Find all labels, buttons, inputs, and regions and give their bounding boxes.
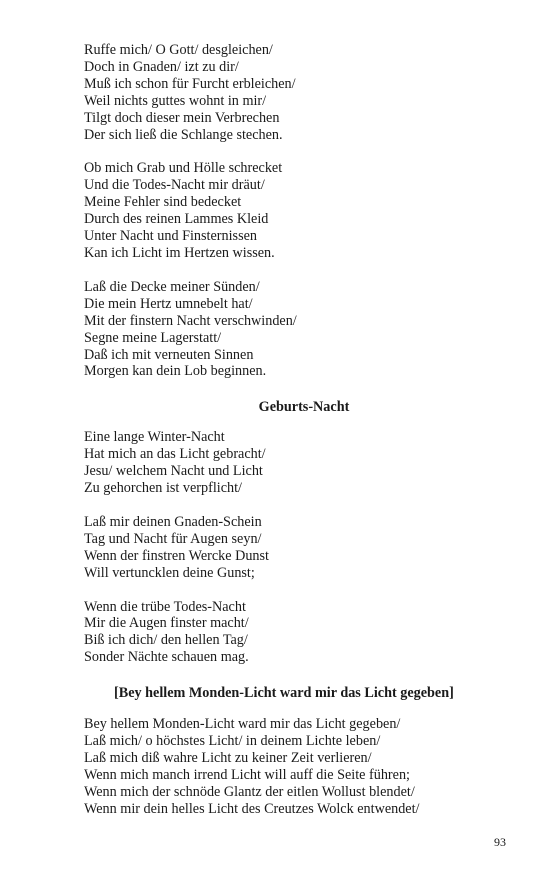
- poem2-stanza-3: [84, 599, 524, 667]
- verse-line: Laß mir deinen Gnaden-Schein: [84, 513, 262, 530]
- verse-line: Zu gehorchen ist verpflicht/: [84, 480, 242, 497]
- verse-line: Bey hellem Monden-Licht ward mir das Licht gegeben/: [84, 716, 401, 733]
- title-gap: [84, 702, 524, 716]
- poem1-stanza-1: [84, 42, 524, 143]
- page-body: [84, 42, 524, 818]
- verse-line: Die mein Hertz umnebelt hat/: [84, 295, 253, 312]
- verse-line: Weil nichts guttes wohnt in mir/: [84, 92, 267, 109]
- poem-title-bey-hellem-monden-licht: [Bey hellem Monden-Licht ward mir das Licht gegeben]: [114, 685, 454, 702]
- verse-line: Tilgt doch dieser mein Verbrechen: [84, 109, 280, 126]
- verse-line: Wenn mich manch irrend Licht will auff die Seite führen;: [84, 766, 410, 783]
- verse-line: Segne meine Lagerstatt/: [84, 329, 222, 346]
- verse-line: Sonder Nächte schauen mag.: [84, 649, 249, 666]
- section-gap: [84, 380, 524, 399]
- poem1-stanza-3: [84, 279, 524, 380]
- verse-line: Mit der finstern Nacht verschwinden/: [84, 312, 297, 329]
- verse-line: Wenn der finstren Wercke Dunst: [84, 547, 269, 564]
- verse-line: Durch des reinen Lammes Kleid: [84, 211, 269, 228]
- poem-title-geburts-nacht: Geburts-Nacht: [258, 399, 350, 416]
- verse-line: Hat mich an das Licht gebracht/: [84, 446, 266, 463]
- poem1-stanza-2: [84, 160, 524, 261]
- verse-line: Unter Nacht und Finsternissen: [84, 228, 257, 245]
- verse-line: Biß ich dich/ den hellen Tag/: [84, 632, 248, 649]
- verse-line: Will vertuncklen deine Gunst;: [84, 564, 255, 581]
- verse-line: Doch in Gnaden/ izt zu dir/: [84, 58, 239, 75]
- stanza-gap: [84, 497, 524, 514]
- verse-line: Muß ich schon für Furcht erbleichen/: [84, 75, 296, 92]
- verse-line: Meine Fehler sind bedecket: [84, 194, 242, 211]
- verse-line: Kan ich Licht im Hertzen wissen.: [84, 244, 275, 261]
- verse-line: Wenn die trübe Todes-Nacht: [84, 598, 246, 615]
- verse-line: Ob mich Grab und Hölle schrecket: [84, 160, 283, 177]
- verse-line: Der sich ließ die Schlange stechen.: [84, 126, 283, 143]
- verse-line: Morgen kan dein Lob beginnen.: [84, 363, 267, 380]
- stanza-gap: [84, 262, 524, 279]
- poem3-stanza-1: [84, 716, 524, 817]
- poem2-stanza-1: [84, 429, 524, 497]
- verse-line: Daß ich mit verneuten Sinnen: [84, 346, 254, 363]
- verse-line: Tag und Nacht für Augen seyn/: [84, 530, 262, 547]
- verse-line: Ruffe mich/ O Gott/ desgleichen/: [84, 42, 273, 58]
- verse-line: Jesu/ welchem Nacht und Licht: [84, 463, 263, 480]
- verse-line: Wenn mir dein helles Licht des Creutzes Wolck entwendet/: [84, 800, 420, 817]
- poem2-stanza-2: [84, 514, 524, 582]
- title-gap: [84, 416, 524, 429]
- verse-line: Mir die Augen finster macht/: [84, 615, 249, 632]
- stanza-gap: [84, 143, 524, 160]
- verse-line: Laß die Decke meiner Sünden/: [84, 278, 260, 295]
- verse-line: Laß mich diß wahre Licht zu keiner Zeit verlieren/: [84, 750, 372, 766]
- verse-line: Eine lange Winter-Nacht: [84, 429, 225, 446]
- verse-line: Wenn mich der schnöde Glantz der eitlen Wollust blendet/: [84, 783, 415, 800]
- section-gap: [84, 666, 524, 685]
- verse-line: Und die Todes-Nacht mir dräut/: [84, 177, 265, 194]
- verse-line: Laß mich/ o höchstes Licht/ in deinem Lichte leben/: [84, 733, 381, 750]
- page-number: 93: [494, 835, 506, 849]
- stanza-gap: [84, 582, 524, 599]
